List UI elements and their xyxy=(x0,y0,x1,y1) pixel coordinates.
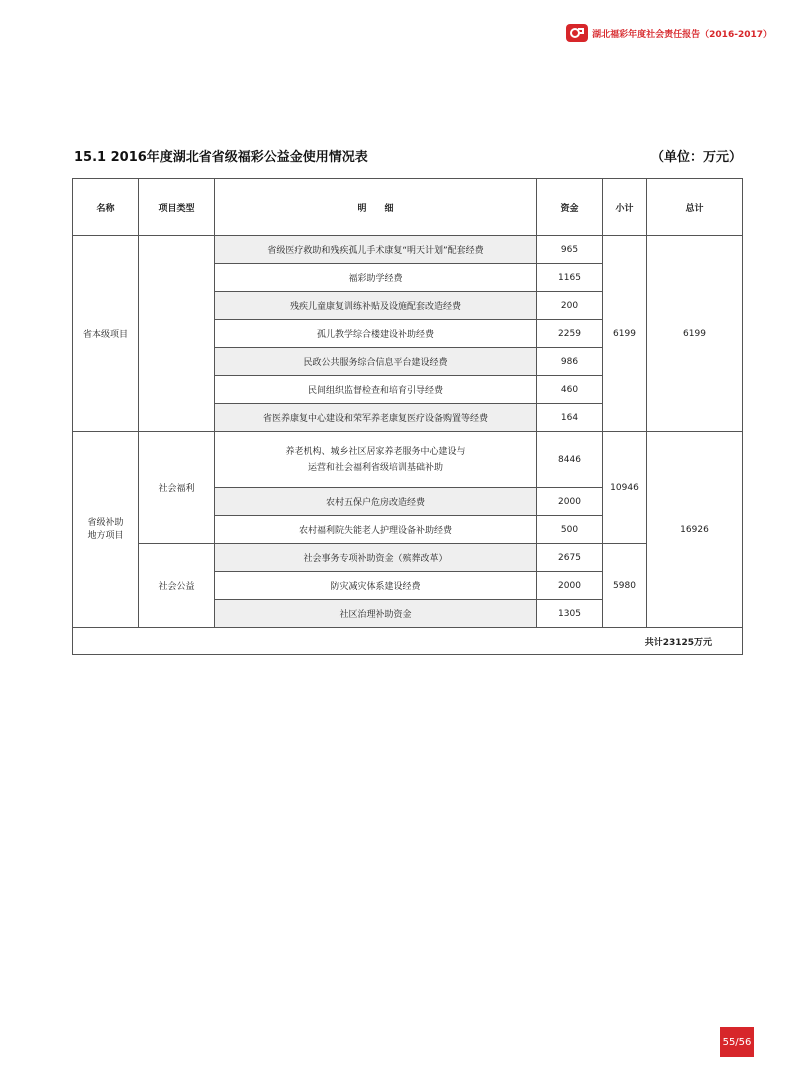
detail-cell: 防灾减灾体系建设经费 xyxy=(215,572,537,600)
detail-cell: 残疾儿童康复训练补贴及设施配套改造经费 xyxy=(215,292,537,320)
detail-cell: 孤儿教学综合楼建设补助经费 xyxy=(215,320,537,348)
fund-cell: 2000 xyxy=(537,488,603,516)
header-fund: 资金 xyxy=(537,179,603,236)
fund-cell: 500 xyxy=(537,516,603,544)
table-header-row xyxy=(73,179,743,236)
detail-cell: 民间组织监督检查和培育引导经费 xyxy=(215,376,537,404)
group-name-provincial: 省本级项目 xyxy=(73,236,139,432)
table-title: 15.1 2016年度湖北省省级福彩公益金使用情况表 xyxy=(74,150,368,165)
table-row xyxy=(73,544,743,572)
detail-cell: 福彩助学经费 xyxy=(215,264,537,292)
detail-cell: 农村五保户危房改造经费 xyxy=(215,488,537,516)
detail-cell: 社会事务专项补助资金（殡葬改革） xyxy=(215,544,537,572)
fund-cell: 1305 xyxy=(537,600,603,628)
fund-cell: 2259 xyxy=(537,320,603,348)
unit-label: （单位：万元） xyxy=(650,150,742,165)
table-row xyxy=(73,236,743,264)
header-total: 总计 xyxy=(647,179,743,236)
detail-cell: 省级医疗救助和残疾孤儿手术康复“明天计划”配套经费 xyxy=(215,236,537,264)
detail-line1: 养老机构、城乡社区居家养老服务中心建设与 xyxy=(285,446,466,457)
detail-cell: 省医养康复中心建设和荣军养老康复医疗设备购置等经费 xyxy=(215,404,537,432)
fund-cell: 200 xyxy=(537,292,603,320)
detail-cell xyxy=(215,432,537,488)
fund-cell: 164 xyxy=(537,404,603,432)
group-name-line2: 地方项目 xyxy=(87,530,124,541)
header-subtotal: 小计 xyxy=(603,179,647,236)
detail-cell: 民政公共服务综合信息平台建设经费 xyxy=(215,348,537,376)
header-type: 项目类型 xyxy=(139,179,215,236)
fund-cell: 2000 xyxy=(537,572,603,600)
fund-cell: 8446 xyxy=(537,432,603,488)
subtotal-cell: 6199 xyxy=(603,236,647,432)
group-name-local xyxy=(73,432,139,628)
page-number: 55/56 xyxy=(720,1027,754,1057)
total-cell: 16926 xyxy=(647,432,743,628)
page-header xyxy=(566,22,772,44)
fund-usage-table xyxy=(72,178,743,655)
welfare-lottery-logo-icon xyxy=(566,24,588,42)
fund-cell: 2675 xyxy=(537,544,603,572)
fund-cell: 965 xyxy=(537,236,603,264)
header-name: 名称 xyxy=(73,179,139,236)
fund-cell: 460 xyxy=(537,376,603,404)
subtotal-cell: 10946 xyxy=(603,432,647,544)
total-cell: 6199 xyxy=(647,236,743,432)
detail-line2: 运营和社会福利省级培训基础补助 xyxy=(307,462,443,473)
type-social-public: 社会公益 xyxy=(139,544,215,628)
grand-total-row xyxy=(73,628,743,655)
detail-cell: 农村福利院失能老人护理设备补助经费 xyxy=(215,516,537,544)
table-row xyxy=(73,432,743,488)
header-detail: 明 细 xyxy=(215,179,537,236)
subtotal-cell: 5980 xyxy=(603,544,647,628)
fund-cell: 1165 xyxy=(537,264,603,292)
type-social-welfare: 社会福利 xyxy=(139,432,215,544)
report-header-title: 湖北福彩年度社会责任报告（2016-2017） xyxy=(592,29,772,40)
group-name-line1: 省级补助 xyxy=(87,517,124,528)
group-type-empty xyxy=(139,236,215,432)
fund-cell: 986 xyxy=(537,348,603,376)
detail-cell: 社区治理补助资金 xyxy=(215,600,537,628)
grand-total: 共计23125万元 xyxy=(73,628,743,655)
